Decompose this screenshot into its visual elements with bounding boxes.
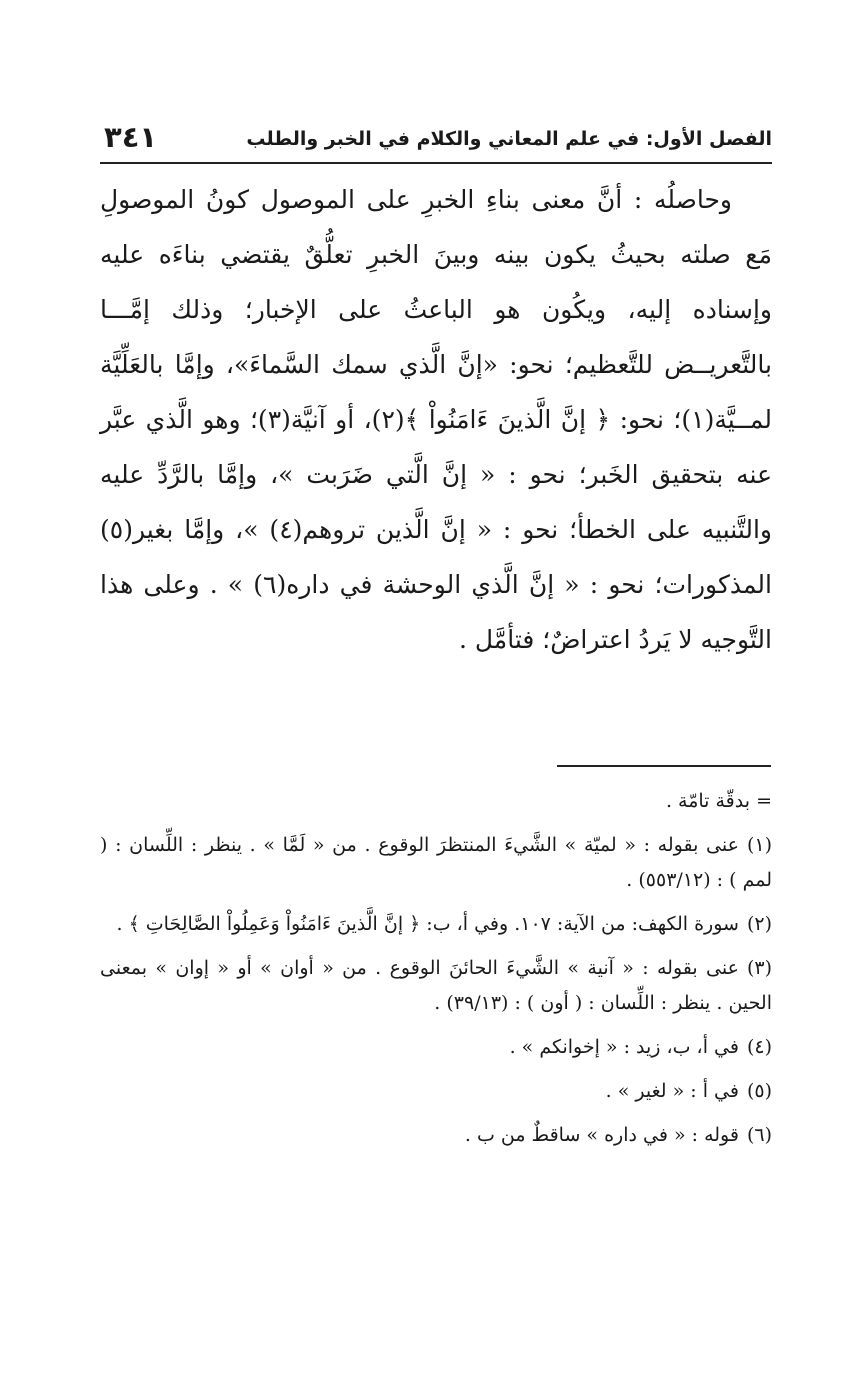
footnote-text: في أ، ب، زيد : « إخوانكم » . xyxy=(509,1036,739,1058)
footnote-6 xyxy=(100,1118,772,1153)
footnote-1 xyxy=(100,828,772,898)
footnote-number: (١) xyxy=(746,834,772,856)
footnote-5 xyxy=(100,1074,772,1109)
footnote-continuation: = بدقّة تامّة . xyxy=(665,790,772,812)
footnote-number: (٤) xyxy=(746,1036,772,1058)
page-number: ٣٤١ xyxy=(104,120,158,154)
footnote-number: (٢) xyxy=(746,913,772,935)
body-paragraph: وحاصلُه : أنَّ معنى بناءِ الخبرِ على الموصول كونُ الموصولِ مَع صلته بحيثُ يكون بينه وبينَ الخبرِ تعلُّقٌ يقتضي بناءَه عليه وإسناده إليه، ويكُون هو الباعثُ على الإخبار؛ وذلك إمَّـــا بالتَّعريــض للتَّعظيم؛ نحو: «إنَّ الَّذي سمك السَّماءَ»، وإمَّا بالعَلِّيَّة لمــيَّة(١)؛ نحو: ﴿ إنَّ الَّذينَ ءَامَنُواْ ﴾(٢)، أو آنيَّة(٣)؛ وهو الَّذي عبَّر عنه بتحقيق الخَبر؛ نحو : « إنَّ الَّتي ضَرَبت »، وإمَّا بالرَّدِّ عليه والتَّنبيه على الخطأ؛ نحو : « إنَّ الَّذين تروهم(٤) »، وإمَّا بغير(٥) المذكورات؛ نحو : « إنَّ الَّذي الوحشة في داره(٦) » . وعلى هذا التَّوجيه لا يَردُ اعتراضٌ؛ فتأمَّل . xyxy=(100,185,773,654)
chapter-title: الفصل الأول: في علم المعاني والكلام في الخبر والطلب xyxy=(246,128,772,150)
footnote-separator xyxy=(557,765,771,767)
footnote-text: عنى بقوله : « لميّة » الشَّيءَ المنتظرَ الوقوع . من « لَمَّا » . ينظر : اللِّسان : ( لمم ) : (٥٥٣/١٢) . xyxy=(100,834,772,891)
running-header xyxy=(100,118,772,162)
footnote-2 xyxy=(100,907,772,942)
footnote-text: في أ : « لغير » . xyxy=(605,1080,739,1102)
footnote-text: سورة الكهف: من الآية: ١٠٧. وفي أ، ب: ﴿ إنَّ الَّذينَ ءَامَنُواْ وَعَمِلُواْ الصَّالِحَاتِ ﴾ . xyxy=(116,913,739,935)
footnote-text: قوله : « في داره » ساقطٌ من ب . xyxy=(464,1124,739,1146)
footnote-3 xyxy=(100,951,772,1021)
footnote-4 xyxy=(100,1030,772,1065)
header-rule xyxy=(100,162,772,164)
footnote-text: عنى بقوله : « آنية » الشَّيءَ الحائنَ الوقوع . من « أوان » أو « إوان » بمعنى الحين . ينظر : اللِّسان : ( أون ) : (٣٩/١٣) . xyxy=(100,957,772,1014)
main-text xyxy=(100,172,772,667)
footnote-number: (٥) xyxy=(746,1080,772,1102)
footnote-number: (٣) xyxy=(746,957,772,979)
footnote-number: (٦) xyxy=(746,1124,772,1146)
footnotes-section xyxy=(100,784,772,1162)
